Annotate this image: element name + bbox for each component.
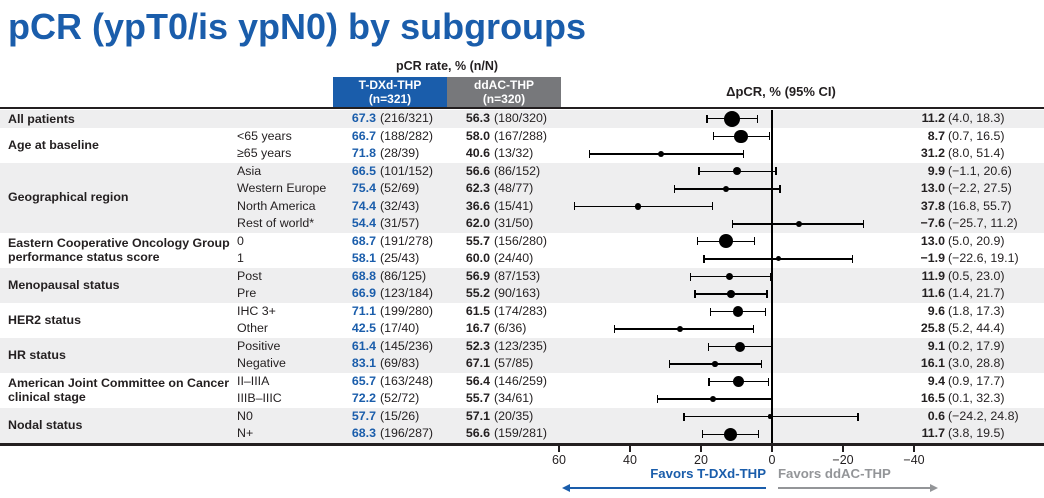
ci-cap-left: [674, 185, 675, 193]
favors-ddac-label: Favors ddAC-THP: [778, 465, 891, 481]
tdxd-pct-value: 68.7: [351, 233, 376, 248]
delta-ci: (−25.7, 11.2): [948, 216, 1018, 231]
ddac-fraction: (167/288): [494, 128, 548, 143]
ddac-pct-value: 56.4: [465, 373, 490, 388]
ddac-fraction: (48/77): [494, 181, 534, 196]
ci-cap-right: [754, 237, 755, 245]
ci-cap-left: [694, 290, 695, 298]
tdxd-pct-value: 72.2: [351, 391, 376, 406]
tdxd-fraction: (163/248): [380, 373, 434, 388]
ddac-pct-value: 56.9: [465, 268, 490, 283]
ci-cap-left: [708, 343, 709, 351]
delta-value: 25.8: [920, 321, 945, 336]
group-label: Geographical region: [8, 190, 129, 205]
ddac-pct-value: 56.6: [465, 426, 490, 441]
tdxd-fraction: (216/321): [380, 111, 434, 125]
subgroup-label: Negative: [237, 356, 286, 371]
ci-cap-left: [669, 360, 670, 368]
ddac-arm-n: (n=320): [482, 92, 526, 106]
ddac-pct-value: 52.3: [465, 338, 490, 353]
ci-cap-right: [768, 378, 769, 386]
ddac-arm-name: ddAC-THP: [474, 77, 534, 92]
delta-ci: (−2.2, 27.5): [948, 181, 1012, 196]
ddac-fraction: (87/153): [494, 268, 541, 283]
ddac-pct-value: 67.1: [465, 356, 490, 371]
delta-ci: (4.0, 18.3): [948, 111, 1005, 125]
tdxd-fraction: (145/236): [380, 338, 434, 353]
ci-cap-left: [732, 220, 733, 228]
group-label: HER2 status: [8, 313, 81, 328]
point-marker: [735, 342, 745, 352]
delta-value: 37.8: [920, 198, 945, 213]
ddac-fraction: (31/50): [494, 216, 534, 231]
favors-tdxd-arrow: [569, 487, 766, 489]
tdxd-fraction: (31/57): [380, 216, 420, 231]
ddac-pct-value: 56.6: [465, 163, 490, 178]
group-label: All patients: [8, 111, 75, 126]
point-marker: [733, 306, 744, 317]
ddac-pct-value: 62.0: [465, 216, 490, 231]
ci-cap-right: [743, 150, 744, 158]
tdxd-column-header: [333, 77, 447, 107]
axis-tick-label: −40: [903, 452, 925, 467]
subgroup-label: IIIB–IIIC: [237, 391, 282, 406]
subgroup-label: Other: [237, 321, 268, 336]
ddac-fraction: (159/281): [494, 426, 548, 441]
delta-value: 13.0: [920, 181, 945, 196]
group-label: Age at baseline: [8, 137, 99, 152]
delta-value: 11.6: [921, 286, 945, 301]
ddac-pct-value: 55.7: [465, 233, 490, 248]
ddac-pct-value: 40.6: [465, 146, 490, 161]
point-marker: [723, 186, 729, 192]
tdxd-fraction: (191/278): [380, 233, 434, 248]
ddac-fraction: (174/283): [494, 303, 548, 318]
tdxd-pct-value: 54.4: [351, 216, 376, 231]
point-marker: [712, 361, 718, 367]
ci-cap-left: [690, 273, 691, 281]
delta-value: 16.5: [920, 391, 945, 406]
delta-ci: (1.4, 21.7): [948, 286, 1005, 301]
tdxd-fraction: (188/282): [380, 128, 434, 143]
delta-ci: (0.2, 17.9): [948, 338, 1005, 353]
subgroup-label: Post: [237, 268, 262, 283]
tdxd-fraction: (69/83): [380, 356, 420, 371]
ci-cap-right: [771, 343, 772, 351]
subgroup-label: Pre: [237, 286, 257, 301]
tdxd-pct-value: 42.5: [351, 321, 376, 336]
subgroup-label: ≥65 years: [237, 146, 292, 161]
subgroup-label: Rest of world*: [237, 216, 315, 231]
subgroup-label: 1: [237, 251, 244, 266]
tdxd-fraction: (123/184): [380, 286, 434, 301]
axis-tick: [629, 446, 630, 453]
delta-ci: (−1.1, 20.6): [948, 163, 1012, 178]
point-marker: [727, 290, 735, 298]
delta-ci: (0.1, 32.3): [948, 391, 1005, 406]
delta-ci: (8.0, 51.4): [948, 146, 1005, 161]
point-marker: [768, 414, 773, 419]
ci-cap-right: [770, 273, 771, 281]
tdxd-pct-value: 71.8: [351, 146, 376, 161]
tdxd-pct-value: 58.1: [351, 251, 376, 266]
ci-cap-right: [761, 360, 762, 368]
tdxd-pct-value: 66.5: [351, 163, 376, 178]
ddac-fraction: (57/85): [494, 356, 534, 371]
subgroup-label: 0: [237, 233, 244, 248]
tdxd-fraction: (32/43): [380, 198, 420, 213]
tdxd-pct-value: 67.3: [351, 111, 376, 125]
subgroup-label: II–IIIA: [237, 373, 270, 388]
point-marker: [734, 130, 748, 144]
axis-tick-label: 0: [768, 452, 776, 467]
axis-tick-label: 40: [623, 452, 637, 467]
axis-tick-label: 20: [694, 452, 708, 467]
ci-cap-left: [708, 378, 709, 386]
favors-ddac-arrowhead-icon: [930, 484, 938, 492]
subgroup-label: IHC 3+: [237, 303, 276, 318]
ci-cap-right: [769, 132, 770, 140]
point-marker: [724, 428, 737, 441]
subgroup-label: Asia: [237, 163, 262, 178]
tdxd-fraction: (15/26): [380, 408, 420, 423]
tdxd-fraction: (101/152): [380, 163, 434, 178]
ddac-fraction: (90/163): [494, 286, 541, 301]
delta-value: 11.2: [921, 111, 945, 125]
tdxd-pct-value: 66.7: [351, 128, 376, 143]
tdxd-pct-value: 68.3: [351, 426, 376, 441]
ci-cap-left: [574, 202, 575, 210]
delta-value: 13.0: [920, 233, 945, 248]
ddac-pct-value: 16.7: [465, 321, 490, 336]
ci-cap-left: [702, 430, 703, 438]
axis-tick: [913, 446, 914, 453]
ci-cap-right: [757, 115, 758, 123]
delta-value: 9.6: [927, 303, 945, 318]
tdxd-pct-value: 68.8: [351, 268, 376, 283]
delta-ci: (5.0, 20.9): [948, 233, 1005, 248]
ci-cap-left: [697, 237, 698, 245]
axis-tick-label: 60: [552, 452, 566, 467]
ddac-pct-value: 58.0: [465, 128, 490, 143]
group-label: Menopausal status: [8, 278, 120, 293]
tdxd-fraction: (52/72): [380, 391, 420, 406]
favors-ddac-arrow: [778, 487, 930, 489]
ddac-fraction: (24/40): [494, 251, 534, 266]
ci-cap-right: [779, 185, 780, 193]
delta-ci: (16.8, 55.7): [948, 198, 1012, 213]
ci-cap-right: [766, 290, 767, 298]
delta-value: −7.6: [920, 216, 945, 231]
delta-ci: (0.7, 16.5): [948, 128, 1005, 143]
ddac-fraction: (13/32): [494, 146, 534, 161]
tdxd-fraction: (25/43): [380, 251, 420, 266]
delta-value: −1.9: [920, 251, 945, 266]
ci-cap-left: [713, 132, 714, 140]
tdxd-fraction: (86/125): [380, 268, 427, 283]
ddac-pct-value: 55.7: [465, 391, 490, 406]
tdxd-fraction: (52/69): [380, 181, 420, 196]
tdxd-pct-value: 74.4: [351, 198, 376, 213]
ci-cap-left: [706, 115, 707, 123]
tdxd-fraction: (196/287): [380, 426, 434, 441]
group-label: HR status: [8, 348, 66, 363]
delta-ci: (3.0, 28.8): [948, 356, 1005, 371]
ci-cap-right: [852, 255, 853, 263]
ddac-fraction: (180/320): [494, 111, 548, 125]
ddac-pct-value: 60.0: [465, 251, 490, 266]
axis-tick-label: −20: [832, 452, 854, 467]
delta-value: 11.9: [921, 268, 945, 283]
favors-tdxd-label: Favors T-DXd-THP: [650, 465, 766, 481]
ddac-pct-value: 62.3: [465, 181, 490, 196]
delta-value: 9.9: [927, 163, 945, 178]
ddac-fraction: (123/235): [494, 338, 548, 353]
delta-pcr-header: ΔpCR, % (95% CI): [726, 84, 836, 99]
header-divider-line: [0, 107, 1044, 110]
tdxd-fraction: (17/40): [380, 321, 420, 336]
ddac-fraction: (20/35): [494, 408, 534, 423]
ci-cap-right: [712, 202, 713, 210]
group-label: American Joint Committee on Cancer clinical stage: [8, 376, 230, 405]
subgroup-label: <65 years: [237, 128, 292, 143]
ddac-pct-value: 36.6: [465, 198, 490, 213]
ddac-fraction: (156/280): [494, 233, 548, 248]
x-axis-line: [0, 443, 1044, 446]
ddac-pct-value: 61.5: [465, 303, 490, 318]
delta-ci: (−24.2, 24.8): [948, 408, 1019, 423]
ddac-fraction: (86/152): [494, 163, 541, 178]
ci-cap-right: [765, 308, 766, 316]
tdxd-arm-n: (n=321): [368, 92, 412, 106]
tdxd-pct-value: 83.1: [351, 356, 376, 371]
tdxd-arm-name: T-DXd-THP: [358, 77, 422, 92]
subgroup-label: N0: [237, 408, 253, 423]
subgroup-label: Western Europe: [237, 181, 327, 196]
subgroup-label: North America: [237, 198, 316, 213]
zero-reference-line: [771, 110, 772, 443]
ddac-pct-value: 56.3: [465, 111, 490, 125]
delta-value: 31.2: [920, 146, 945, 161]
ddac-pct-value: 57.1: [465, 408, 490, 423]
ddac-pct-value: 55.2: [465, 286, 490, 301]
ci-line: [590, 153, 744, 154]
tdxd-pct-value: 61.4: [351, 338, 376, 353]
delta-ci: (5.2, 44.4): [948, 321, 1005, 336]
axis-tick: [700, 446, 701, 453]
delta-ci: (−22.6, 19.1): [948, 251, 1019, 266]
page-title: pCR (ypT0/is ypN0) by subgroups: [8, 6, 587, 47]
delta-ci: (1.8, 17.3): [948, 303, 1005, 318]
ddac-fraction: (146/259): [494, 373, 548, 388]
ci-cap-right: [758, 430, 759, 438]
favors-tdxd-arrowhead-icon: [562, 484, 570, 492]
tdxd-fraction: (199/280): [380, 303, 434, 318]
ddac-fraction: (15/41): [494, 198, 534, 213]
subgroup-label: Positive: [237, 338, 281, 353]
delta-value: 16.1: [920, 356, 945, 371]
ci-cap-left: [614, 325, 615, 333]
ddac-fraction: (34/61): [494, 391, 534, 406]
ci-cap-left: [710, 308, 711, 316]
ci-line: [574, 206, 712, 207]
delta-ci: (3.8, 19.5): [948, 426, 1005, 441]
pcr-rate-column-group-header: pCR rate, % (n/N): [395, 59, 499, 73]
tdxd-pct-value: 57.7: [351, 408, 376, 423]
point-marker: [635, 203, 642, 210]
delta-value: 8.7: [927, 128, 945, 143]
axis-tick: [842, 446, 843, 453]
tdxd-pct-value: 75.4: [351, 181, 376, 196]
ci-cap-left: [703, 255, 704, 263]
delta-ci: (0.5, 23.0): [948, 268, 1005, 283]
ci-line: [614, 328, 753, 329]
delta-value: 0.6: [927, 408, 945, 423]
ci-cap-right: [775, 167, 776, 175]
delta-value: 11.7: [921, 426, 945, 441]
tdxd-fraction: (28/39): [380, 146, 420, 161]
group-label: Nodal status: [8, 418, 83, 433]
ci-cap-right: [771, 395, 772, 403]
delta-value: 9.1: [927, 338, 945, 353]
group-label: Eastern Cooperative Oncology Group performance status score: [8, 235, 230, 265]
delta-value: 9.4: [927, 373, 945, 388]
ci-cap-left: [683, 413, 684, 421]
ddac-column-header: [447, 77, 561, 107]
axis-tick: [771, 446, 772, 453]
ci-cap-right: [753, 325, 754, 333]
tdxd-pct-value: 66.9: [351, 286, 376, 301]
axis-tick: [558, 446, 559, 453]
ddac-fraction: (6/36): [494, 321, 527, 336]
delta-ci: (0.9, 17.7): [948, 373, 1005, 388]
ci-cap-left: [589, 150, 590, 158]
subgroup-label: N+: [237, 426, 254, 441]
tdxd-pct-value: 71.1: [351, 303, 376, 318]
tdxd-pct-value: 65.7: [351, 373, 376, 388]
ci-cap-left: [657, 395, 658, 403]
point-marker: [724, 111, 740, 127]
ci-cap-left: [698, 167, 699, 175]
